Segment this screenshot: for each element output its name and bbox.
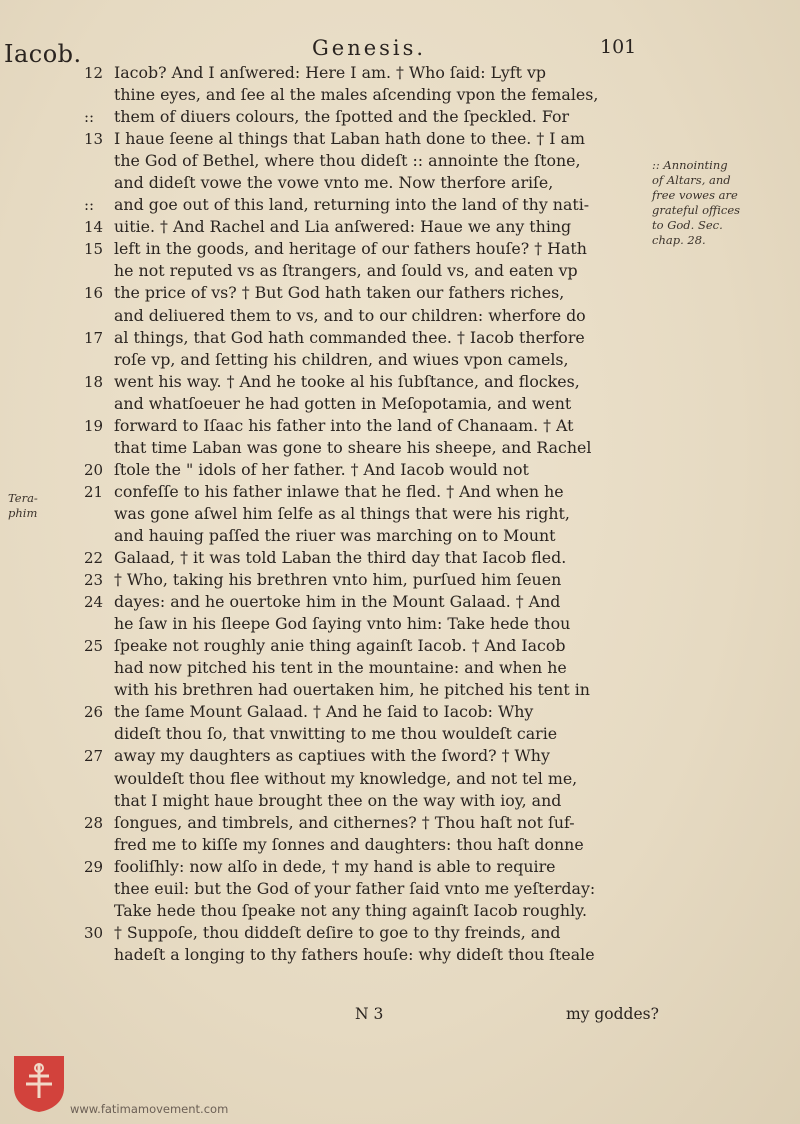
text-line: [84, 768, 644, 790]
line-text: fred me to kiſſe my ſonnes and daughters: thou haſt donne: [114, 834, 584, 854]
line-text: with his brethren had ouertaken him, he pitched his tent in: [114, 680, 590, 700]
text-line: [84, 878, 644, 900]
left-note-line: phim: [8, 506, 38, 520]
verse-number: 24: [84, 593, 104, 612]
text-line: [84, 150, 644, 172]
line-text: and dideſt vowe the vowe vnto me. Now therfore ariſe,: [114, 173, 554, 193]
verse-number: 16: [84, 284, 104, 303]
text-line: [84, 790, 644, 812]
text-line: [84, 569, 644, 591]
text-line: [84, 856, 644, 878]
text-line: [84, 613, 644, 635]
line-text: al things, that God hath commanded thee. † Iacob therfore: [114, 327, 585, 347]
line-text: roſe vp, and ſetting his children, and wiues vpon camels,: [114, 349, 569, 369]
verse-number: 12: [84, 64, 104, 82]
verse-number: 29: [84, 857, 104, 876]
page-number: 101: [600, 36, 637, 58]
verse-number: 23: [84, 571, 104, 590]
line-text: and deliuered them to vs, and to our children: wherfore do: [114, 305, 586, 325]
text-line: [84, 84, 644, 106]
verse-number: ::: [84, 108, 95, 127]
verse-number: 27: [84, 747, 104, 766]
text-line: [84, 503, 644, 525]
line-text: wouldeſt thou flee without my knowledge, and not tel me,: [114, 768, 578, 788]
text-line: [84, 216, 644, 238]
margin-note-annointing: [652, 158, 740, 248]
line-text: had now pitched his tent in the mountaine: and when he: [114, 658, 567, 678]
text-line: [84, 657, 644, 679]
line-text: † Who, taking his brethren vnto him, purſued him ſeuen: [114, 570, 562, 590]
line-text: confeſſe to his father inlawe that he fled. † And when he: [114, 481, 564, 501]
verse-number: 22: [84, 549, 104, 568]
line-text: thee euil: but the God of your father ſaid vnto me yeſterday:: [114, 878, 596, 898]
line-text: the God of Bethel, where thou dideſt :: annointe the ſtone,: [114, 151, 581, 171]
text-line: [84, 481, 644, 503]
text-line: [84, 591, 644, 613]
line-text: Iacob? And I anſwered: Here I am. † Who ſaid: Lyft vp: [114, 63, 547, 82]
text-line: [84, 349, 644, 371]
line-text: dayes: and he ouertoke him in the Mount Galaad. † And: [114, 592, 561, 612]
line-text: went his way. † And he tooke al his ſubſtance, and flockes,: [114, 371, 580, 391]
margin-note-line: grateful offices: [652, 203, 741, 217]
line-text: away my daughters as captiues with the ſword? † Why: [114, 746, 550, 766]
text-line: [84, 305, 644, 327]
text-line: [84, 194, 644, 216]
text-line: [84, 525, 644, 547]
verse-number: 20: [84, 460, 104, 479]
line-text: left in the goods, and heritage of our fathers houſe? † Hath: [114, 239, 587, 259]
text-line: [84, 393, 644, 415]
text-line: [84, 106, 644, 128]
margin-note-teraphim: [8, 491, 38, 521]
text-line: [84, 944, 644, 966]
line-text: the ſame Mount Galaad. † And he ſaid to Iacob: Why: [114, 702, 534, 722]
verse-number: 18: [84, 372, 104, 391]
text-line: [84, 437, 644, 459]
line-text: ſpeake not roughly anie thing againſt Iacob. † And Iacob: [114, 636, 566, 656]
line-text: ſongues, and timbrels, and cithernes? † Thou haſt not ſuf-: [114, 812, 575, 832]
line-text: the price of vs? † But God hath taken our fathers riches,: [114, 283, 565, 303]
line-text: forward to Iſaac his father into the land of Chanaam. † At: [114, 415, 574, 435]
text-line: [84, 415, 644, 437]
verse-number: ::: [84, 196, 95, 215]
line-text: fooliſhly: now alſo in dede, † my hand is able to require: [114, 856, 556, 876]
seal-logo-icon: [12, 1054, 66, 1114]
text-line: [84, 812, 644, 834]
running-head-left: Iacob.: [4, 40, 82, 68]
text-line: [84, 172, 644, 194]
line-text: and hauing paſſed the riuer was marching on to Mount: [114, 525, 556, 545]
text-line: [84, 282, 644, 304]
text-line: [84, 745, 644, 767]
main-text-column: [84, 62, 644, 966]
verse-number: 26: [84, 703, 104, 722]
text-line: [84, 900, 644, 922]
margin-note-line: to God. Sec.: [652, 218, 723, 232]
line-text: he not reputed vs as ſtrangers, and ſould vs, and eaten vp: [114, 261, 578, 281]
text-line: [84, 635, 644, 657]
text-line: [84, 371, 644, 393]
text-line: [84, 238, 644, 260]
verse-number: 17: [84, 328, 104, 347]
text-line: [84, 723, 644, 745]
margin-note-line: free vowes are: [652, 188, 738, 202]
text-line: [84, 834, 644, 856]
line-text: and goe out of this land, returning into the land of thy nati-: [114, 195, 590, 215]
line-text: them of diuers colours, the ſpotted and the ſpeckled. For: [114, 107, 570, 127]
text-line: [84, 701, 644, 723]
verse-number: 30: [84, 923, 104, 942]
line-text: was gone aſwel him ſelfe as al things that were his right,: [114, 503, 570, 523]
line-text: uitie. † And Rachel and Lia anſwered: Haue we any thing: [114, 217, 572, 237]
verse-number: 13: [84, 130, 104, 149]
line-text: Galaad, † it was told Laban the third day that Iacob fled.: [114, 548, 567, 568]
text-line: [84, 128, 644, 150]
line-text: hadeſt a longing to thy fathers houſe: why dideſt thou ſteale: [114, 944, 595, 964]
margin-note-line: :: Annointing: [652, 158, 728, 172]
verse-number: 14: [84, 218, 104, 237]
running-head-title: Genesis.: [312, 36, 427, 60]
line-text: that I might haue brought thee on the way with ioy, and: [114, 790, 562, 810]
line-text: and whatſoeuer he had gotten in Meſopotamia, and went: [114, 393, 572, 413]
text-line: [84, 922, 644, 944]
text-line: [84, 327, 644, 349]
text-line: [84, 260, 644, 282]
verse-number: 21: [84, 482, 104, 501]
line-text: ſtole the " idols of her father. † And Iacob would not: [114, 459, 529, 479]
text-line: [84, 679, 644, 701]
text-line: [84, 547, 644, 569]
verse-number: 28: [84, 813, 104, 832]
catchword: my goddes?: [566, 1005, 659, 1023]
line-text: dideſt thou ſo, that vnwitting to me thou wouldeſt carie: [114, 724, 558, 744]
verse-number: 15: [84, 240, 104, 259]
line-text: that time Laban was gone to sheare his sheepe, and Rachel: [114, 437, 592, 457]
margin-note-line: chap. 28.: [652, 233, 706, 247]
line-text: † Suppoſe, thou diddeſt deſire to goe to thy freinds, and: [114, 922, 561, 942]
line-text: he ſaw in his ſleepe God ſaying vnto him: Take hede thou: [114, 614, 571, 634]
verse-number: 25: [84, 637, 104, 656]
line-text: thine eyes, and ſee al the males aſcending vpon the females,: [114, 85, 599, 105]
source-url[interactable]: www.fatimamovement.com: [70, 1102, 229, 1116]
signature-mark: N 3: [355, 1005, 384, 1023]
text-line: [84, 62, 644, 84]
text-line: [84, 459, 644, 481]
left-note-line: Tera-: [8, 491, 38, 505]
line-text: I haue ſeene al things that Laban hath done to thee. † I am: [114, 129, 585, 149]
verse-number: 19: [84, 416, 104, 435]
margin-note-line: of Altars, and: [652, 173, 731, 187]
line-text: Take hede thou ſpeake not any thing againſt Iacob roughly.: [114, 900, 588, 920]
